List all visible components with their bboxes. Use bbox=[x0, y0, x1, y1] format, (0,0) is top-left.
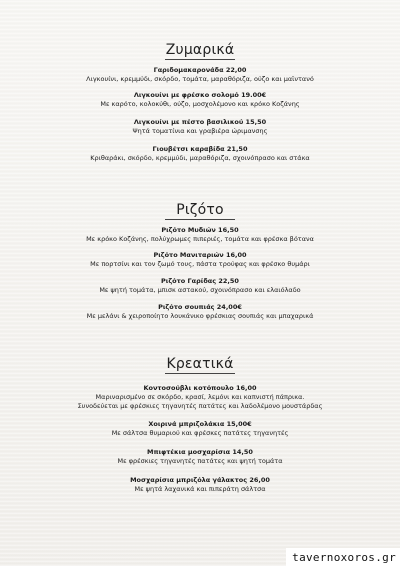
item-description: Συνοδεύεται με φρέσκιες τηγανητές πατάτες και λαδολέμονο μουστάρδας bbox=[77, 402, 323, 410]
item-name: Λιγκουίνι με πέστο βασιλικού 15,50 bbox=[133, 118, 267, 126]
item-description: Με μελάνι & χειροποίητο λουκάνικο φρέσκιας σουπιάς και μπαχαρικά bbox=[86, 312, 314, 320]
menu-item bbox=[0, 91, 400, 109]
menu-item bbox=[0, 277, 400, 295]
item-description: Μαριναρισμένο σε σκόρδο, κρασί, λεμόνι και καπνιστή πάπρικα. bbox=[95, 393, 305, 401]
section-title-text: Ζυμαρικά bbox=[165, 42, 235, 58]
item-description: Ψητά τοματίνια και γραβιέρα ώριμανσης bbox=[132, 127, 268, 135]
menu-item bbox=[0, 145, 400, 163]
item-description: Με σάλτσα θυμαριού και φρέσκες πατάτες τηγανητές bbox=[111, 429, 289, 437]
item-description: Με ψητά λαχανικά και πιπεράτη σάλτσα bbox=[134, 485, 266, 493]
item-name: Μοσχαρίσια μπριζόλα γάλακτος 26,00 bbox=[130, 476, 270, 484]
item-name: Λιγκουίνι με φρέσκο σολομό 19.00€ bbox=[133, 91, 267, 99]
item-name: Ριζότο Μανιταριών 16,00 bbox=[153, 251, 247, 259]
menu-item bbox=[0, 251, 400, 269]
section-title-text: Κρεατικά bbox=[166, 356, 234, 372]
item-description: Με κρόκο Κοζάνης, πολύχρωμες πιπεριές, τομάτα και φρέσκα βότανα bbox=[86, 235, 314, 243]
item-description: Με πορτσίνι και τον ζωμό τους, πάστα τρούφας και φρέσκο θυμάρι bbox=[90, 260, 310, 268]
item-description: Κριθαράκι, σκόρδο, κρεμμύδι, μαραθόριζα, σχοινόπρασο και στάκα bbox=[90, 154, 310, 162]
item-name: Χοιρινά μπριζολάκια 15,00€ bbox=[148, 420, 252, 428]
title-underline bbox=[165, 59, 235, 60]
menu-item bbox=[0, 384, 400, 411]
menu-item bbox=[0, 66, 400, 84]
title-underline bbox=[165, 219, 235, 220]
menu-item bbox=[0, 303, 400, 321]
title-underline bbox=[165, 373, 235, 374]
watermark: tavernoxoros.gr bbox=[286, 548, 400, 566]
menu-item bbox=[0, 448, 400, 466]
section-title-risotto bbox=[0, 202, 400, 218]
section-title-text: Ριζότο bbox=[176, 202, 224, 218]
item-description: Με ψητή τομάτα, μπισκ αστακού, σχοινόπρασο και ελαιόλαδο bbox=[99, 286, 301, 294]
item-name: Ριζότο σουπιάς 24,00€ bbox=[158, 303, 242, 311]
menu-item bbox=[0, 476, 400, 494]
item-name: Κοντοσούβλι κοτόπουλο 16,00 bbox=[143, 384, 257, 392]
item-name: Γαριδομακαρονάδα 22,00 bbox=[153, 66, 247, 74]
item-name: Ριζότο Γαρίδας 22,50 bbox=[161, 277, 239, 285]
item-name: Γιουβέτσι καραβίδα 21,50 bbox=[152, 145, 248, 153]
menu-item bbox=[0, 226, 400, 244]
item-description: Με καρότο, κολοκύθι, ούζο, μοσχολέμονο και κρόκο Κοζάνης bbox=[100, 100, 300, 108]
menu-item bbox=[0, 420, 400, 438]
menu-item bbox=[0, 118, 400, 136]
item-name: Μπιφτέκια μοσχαρίσια 14,50 bbox=[147, 448, 253, 456]
section-title-meats bbox=[0, 356, 400, 372]
item-description: Με φρέσκιες τηγανητές πατάτες και ψητή τομάτα bbox=[117, 457, 283, 465]
section-title-pasta bbox=[0, 42, 400, 58]
item-description: Λιγκουίνι, κρεμμύδι, σκόρδο, τομάτα, μαραθόριζα, ούζο και μαϊντανό bbox=[86, 75, 314, 83]
item-name: Ριζότο Μυδιών 16,50 bbox=[161, 226, 239, 234]
